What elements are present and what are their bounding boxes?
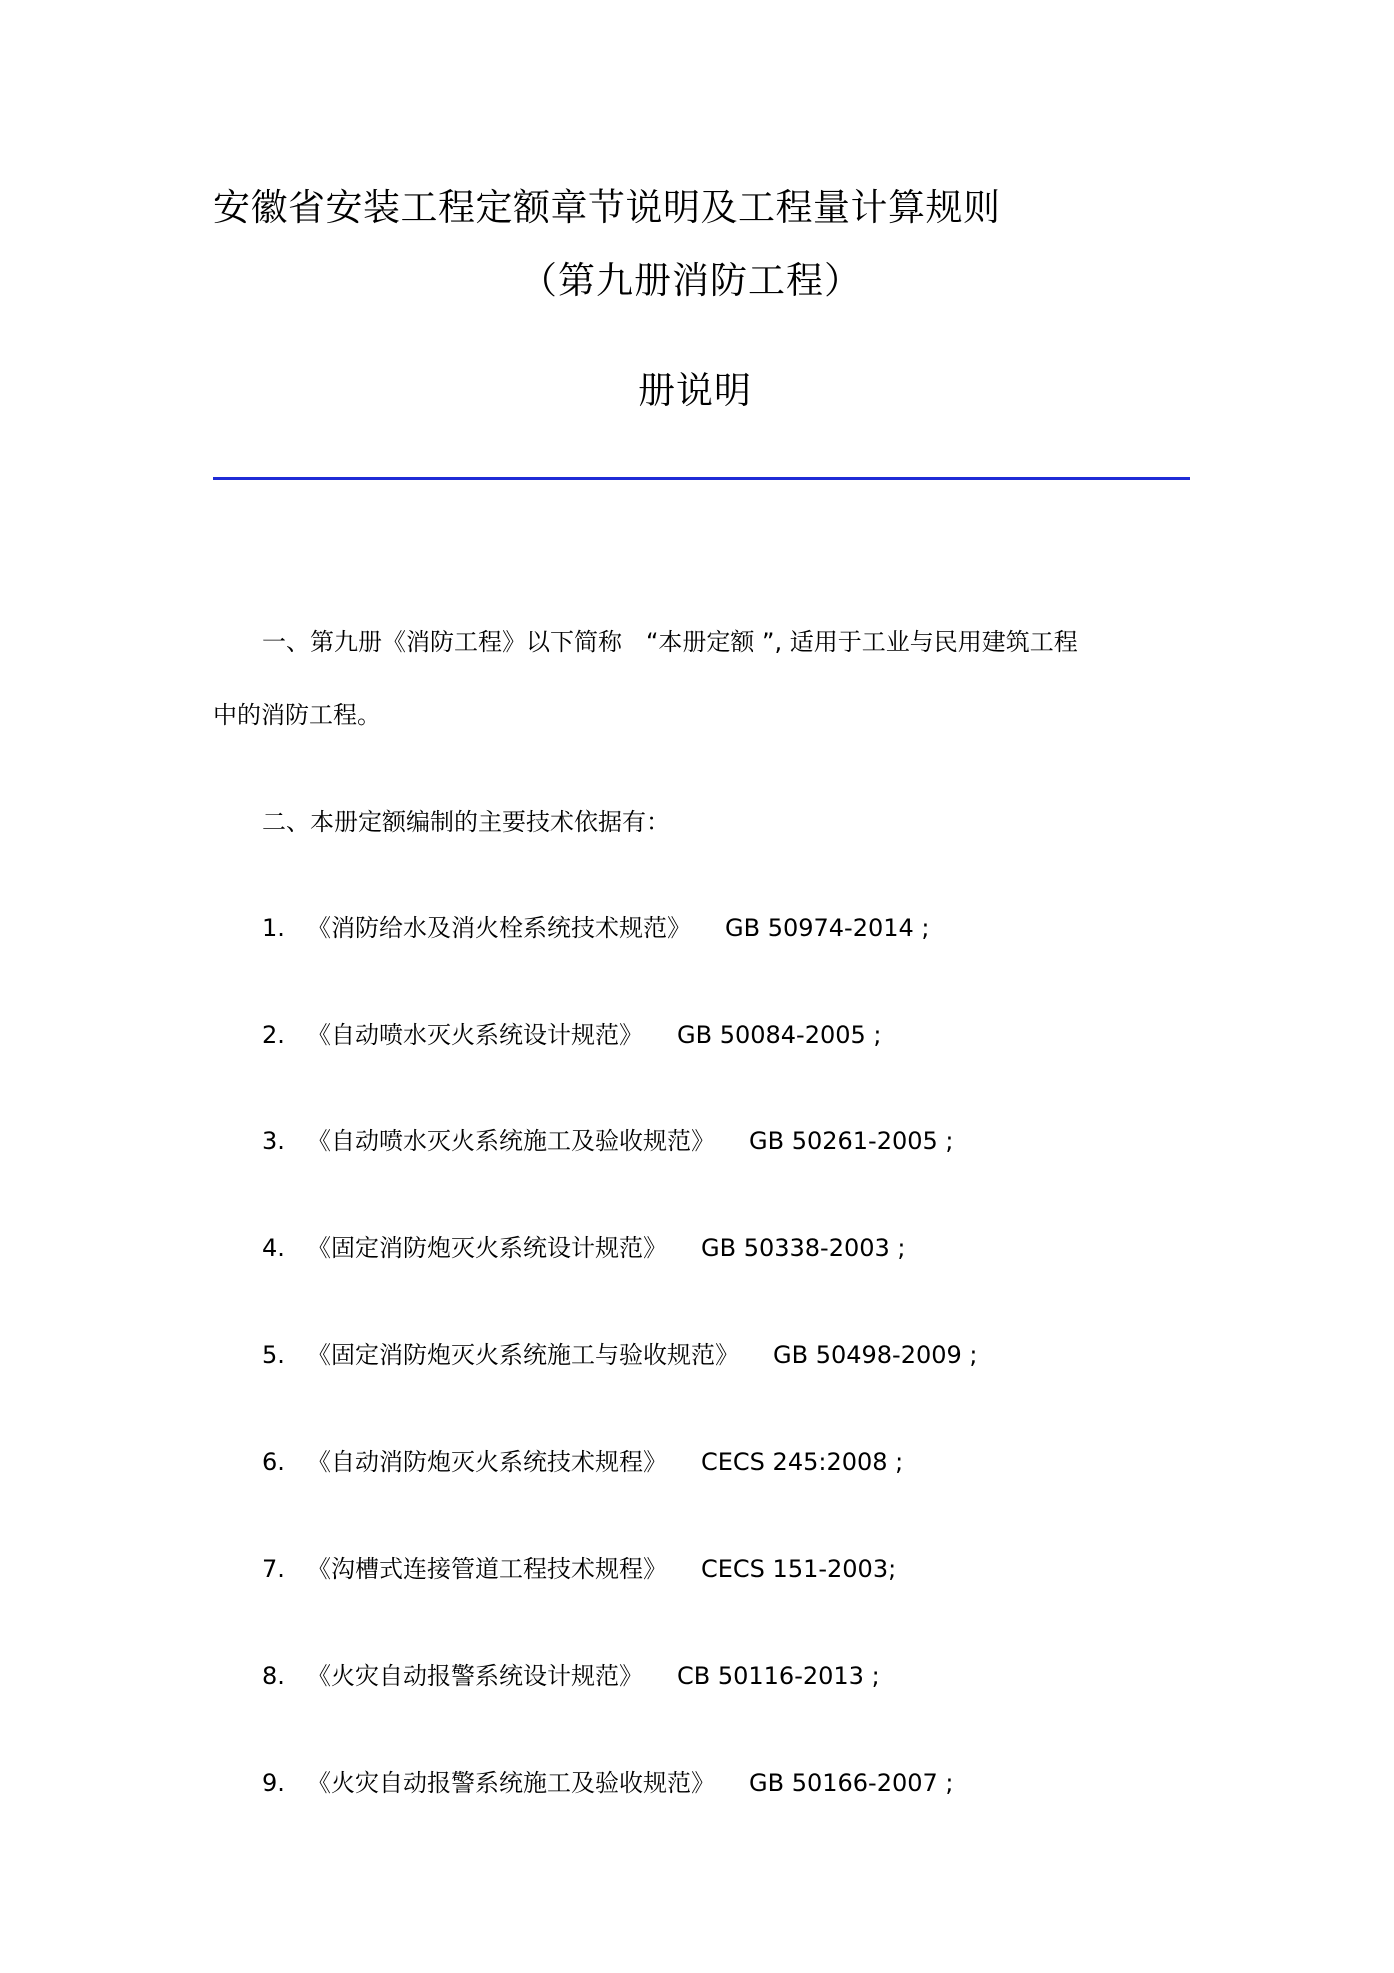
- reference-code: CECS 245:2008 ;: [701, 1448, 904, 1476]
- reference-number: 6.: [262, 1448, 285, 1476]
- reference-code: GB 50261-2005 ;: [749, 1127, 954, 1155]
- reference-item: [262, 1551, 896, 1587]
- reference-name: 《固定消防炮灭火系统设计规范》: [307, 1234, 667, 1262]
- reference-name: 《自动喷水灭火系统施工及验收规范》: [307, 1127, 715, 1155]
- reference-name: 《消防给水及消火栓系统技术规范》: [307, 914, 691, 942]
- section-title: 册说明: [638, 369, 752, 412]
- reference-number: 8.: [262, 1662, 285, 1690]
- document-title: 安徽省安装工程定额章节说明及工程量计算规则: [213, 186, 1001, 229]
- title-divider: [213, 477, 1190, 480]
- reference-number: 7.: [262, 1555, 285, 1583]
- document-subtitle: （第九册消防工程）: [520, 259, 862, 302]
- reference-name: 《火灾自动报警系统施工及验收规范》: [307, 1769, 715, 1797]
- reference-code: GB 50498-2009 ;: [773, 1341, 978, 1369]
- reference-item: [262, 1444, 903, 1480]
- reference-number: 1.: [262, 914, 285, 942]
- reference-code: GB 50338-2003 ;: [701, 1234, 906, 1262]
- reference-code: GB 50166-2007 ;: [749, 1769, 954, 1797]
- reference-name: 《自动喷水灭火系统设计规范》: [307, 1021, 643, 1049]
- reference-item: [262, 1765, 954, 1801]
- reference-item: [262, 1337, 978, 1373]
- reference-code: CECS 151-2003;: [701, 1555, 897, 1583]
- reference-item: [262, 1123, 954, 1159]
- reference-item: [262, 1230, 906, 1266]
- reference-name: 《火灾自动报警系统设计规范》: [307, 1662, 643, 1690]
- reference-number: 3.: [262, 1127, 285, 1155]
- reference-number: 5.: [262, 1341, 285, 1369]
- reference-name: 《沟槽式连接管道工程技术规程》: [307, 1555, 667, 1583]
- reference-item: [262, 1017, 882, 1053]
- reference-name: 《自动消防炮灭火系统技术规程》: [307, 1448, 667, 1476]
- reference-item: [262, 910, 930, 946]
- paragraph-2: 二、本册定额编制的主要技术依据有：: [262, 808, 670, 836]
- paragraph-1-line-2: 中的消防工程。: [213, 701, 381, 729]
- reference-number: 2.: [262, 1021, 285, 1049]
- reference-code: CB 50116-2013 ;: [677, 1662, 880, 1690]
- reference-code: GB 50084-2005 ;: [677, 1021, 882, 1049]
- reference-item: [262, 1658, 880, 1694]
- reference-code: GB 50974-2014 ;: [725, 914, 930, 942]
- reference-number: 4.: [262, 1234, 285, 1262]
- paragraph-1-line-1: 一、第九册《消防工程》以下简称 “本册定额 ”, 适用于工业与民用建筑工程: [262, 628, 1078, 656]
- reference-name: 《固定消防炮灭火系统施工与验收规范》: [307, 1341, 739, 1369]
- reference-number: 9.: [262, 1769, 285, 1797]
